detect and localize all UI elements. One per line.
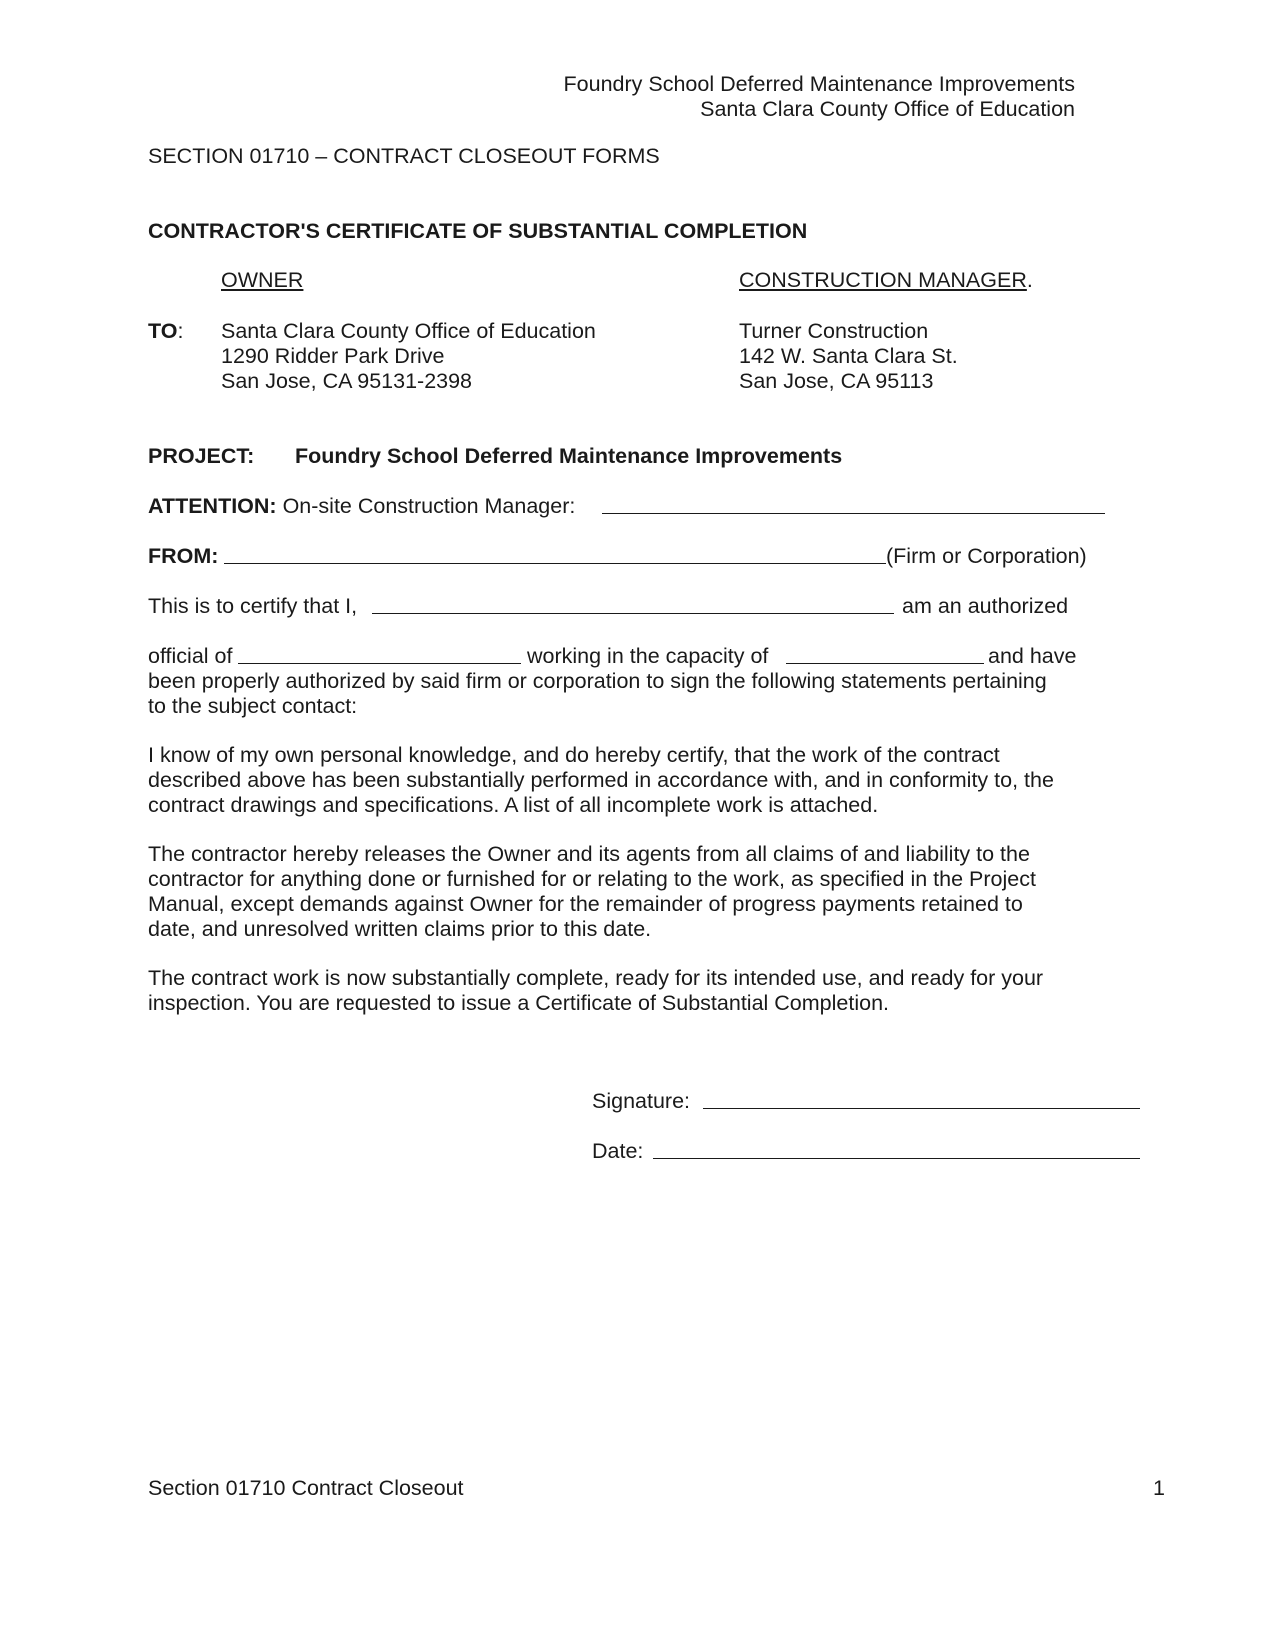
name-blank-line[interactable] (372, 613, 894, 614)
paragraph3-line: The contract work is now substantially complete, ready for its intended use, and ready for your (148, 966, 1044, 990)
paragraph2-line: Manual, except demands against Owner for the remainder of progress payments retained to (148, 892, 1023, 916)
footer-section-label: Section 01710 Contract Closeout (148, 1476, 464, 1500)
cm-address-1: 142 W. Santa Clara St. (739, 344, 958, 368)
paragraph1-line: I know of my own personal knowledge, and do hereby certify, that the work of the contract (148, 743, 1000, 767)
attention-label: ATTENTION: (148, 494, 277, 518)
page-number: 1 (1153, 1476, 1165, 1500)
date-blank-line[interactable] (653, 1158, 1140, 1159)
capacity-blank-line[interactable] (786, 663, 984, 664)
signature-label: Signature: (592, 1089, 691, 1113)
paragraph2-line: contractor for anything done or furnished for or relating to the work, as specified in the Project (148, 867, 1036, 891)
paragraph2-line: date, and unresolved written claims prior to this date. (148, 917, 652, 941)
paragraph1-line: contract drawings and specifications. A list of all incomplete work is attached. (148, 793, 879, 817)
section-title: SECTION 01710 – CONTRACT CLOSEOUT FORMS (148, 144, 660, 168)
signature-blank-line[interactable] (703, 1108, 1140, 1109)
cm-name: Turner Construction (739, 319, 929, 343)
capacity-label: working in the capacity of (527, 644, 769, 668)
owner-name: Santa Clara County Office of Education (221, 319, 596, 343)
project-label: PROJECT: (148, 444, 255, 468)
cm-heading-wrapper (739, 268, 1033, 293)
owner-address-2: San Jose, CA 95131-2398 (221, 369, 473, 393)
cm-address-2: San Jose, CA 95113 (739, 369, 934, 393)
official-of-blank-line[interactable] (238, 663, 521, 664)
paragraph3-line: inspection. You are requested to issue a Certificate of Substantial Completion. (148, 991, 890, 1015)
attention-row (148, 494, 575, 519)
from-label: FROM: (148, 544, 219, 568)
form-title: CONTRACTOR'S CERTIFICATE OF SUBSTANTIAL COMPLETION (148, 219, 808, 243)
project-name: Foundry School Deferred Maintenance Improvements (295, 444, 843, 468)
from-suffix: (Firm or Corporation) (886, 544, 1087, 568)
date-label: Date: (592, 1139, 644, 1163)
owner-address-1: 1290 Ridder Park Drive (221, 344, 445, 368)
cm-heading: CONSTRUCTION MANAGER (739, 268, 1027, 292)
certify-prefix: This is to certify that I, (148, 594, 358, 618)
official-of-label: official of (148, 644, 233, 668)
cm-heading-period: . (1026, 268, 1033, 292)
to-label-wrapper (148, 319, 183, 344)
certify-line-2: been properly authorized by said firm or corporation to sign the following statements pertaining (148, 669, 1047, 693)
to-label: TO (148, 319, 178, 343)
certify-suffix: am an authorized (902, 594, 1069, 618)
attention-text: On-site Construction Manager: (282, 494, 576, 518)
attention-blank-line[interactable] (602, 513, 1105, 514)
header-agency-line: Santa Clara County Office of Education (700, 97, 1075, 121)
from-blank-line[interactable] (224, 563, 886, 564)
and-have-label: and have (988, 644, 1077, 668)
owner-heading: OWNER (221, 268, 304, 292)
paragraph1-line: described above has been substantially performed in accordance with, and in conformity to, the (148, 768, 1054, 792)
paragraph2-line: The contractor hereby releases the Owner and its agents from all claims of and liability to the (148, 842, 1030, 866)
certify-line-3: to the subject contact: (148, 694, 358, 718)
to-colon: : (177, 319, 184, 343)
header-project-line: Foundry School Deferred Maintenance Improvements (563, 72, 1075, 96)
